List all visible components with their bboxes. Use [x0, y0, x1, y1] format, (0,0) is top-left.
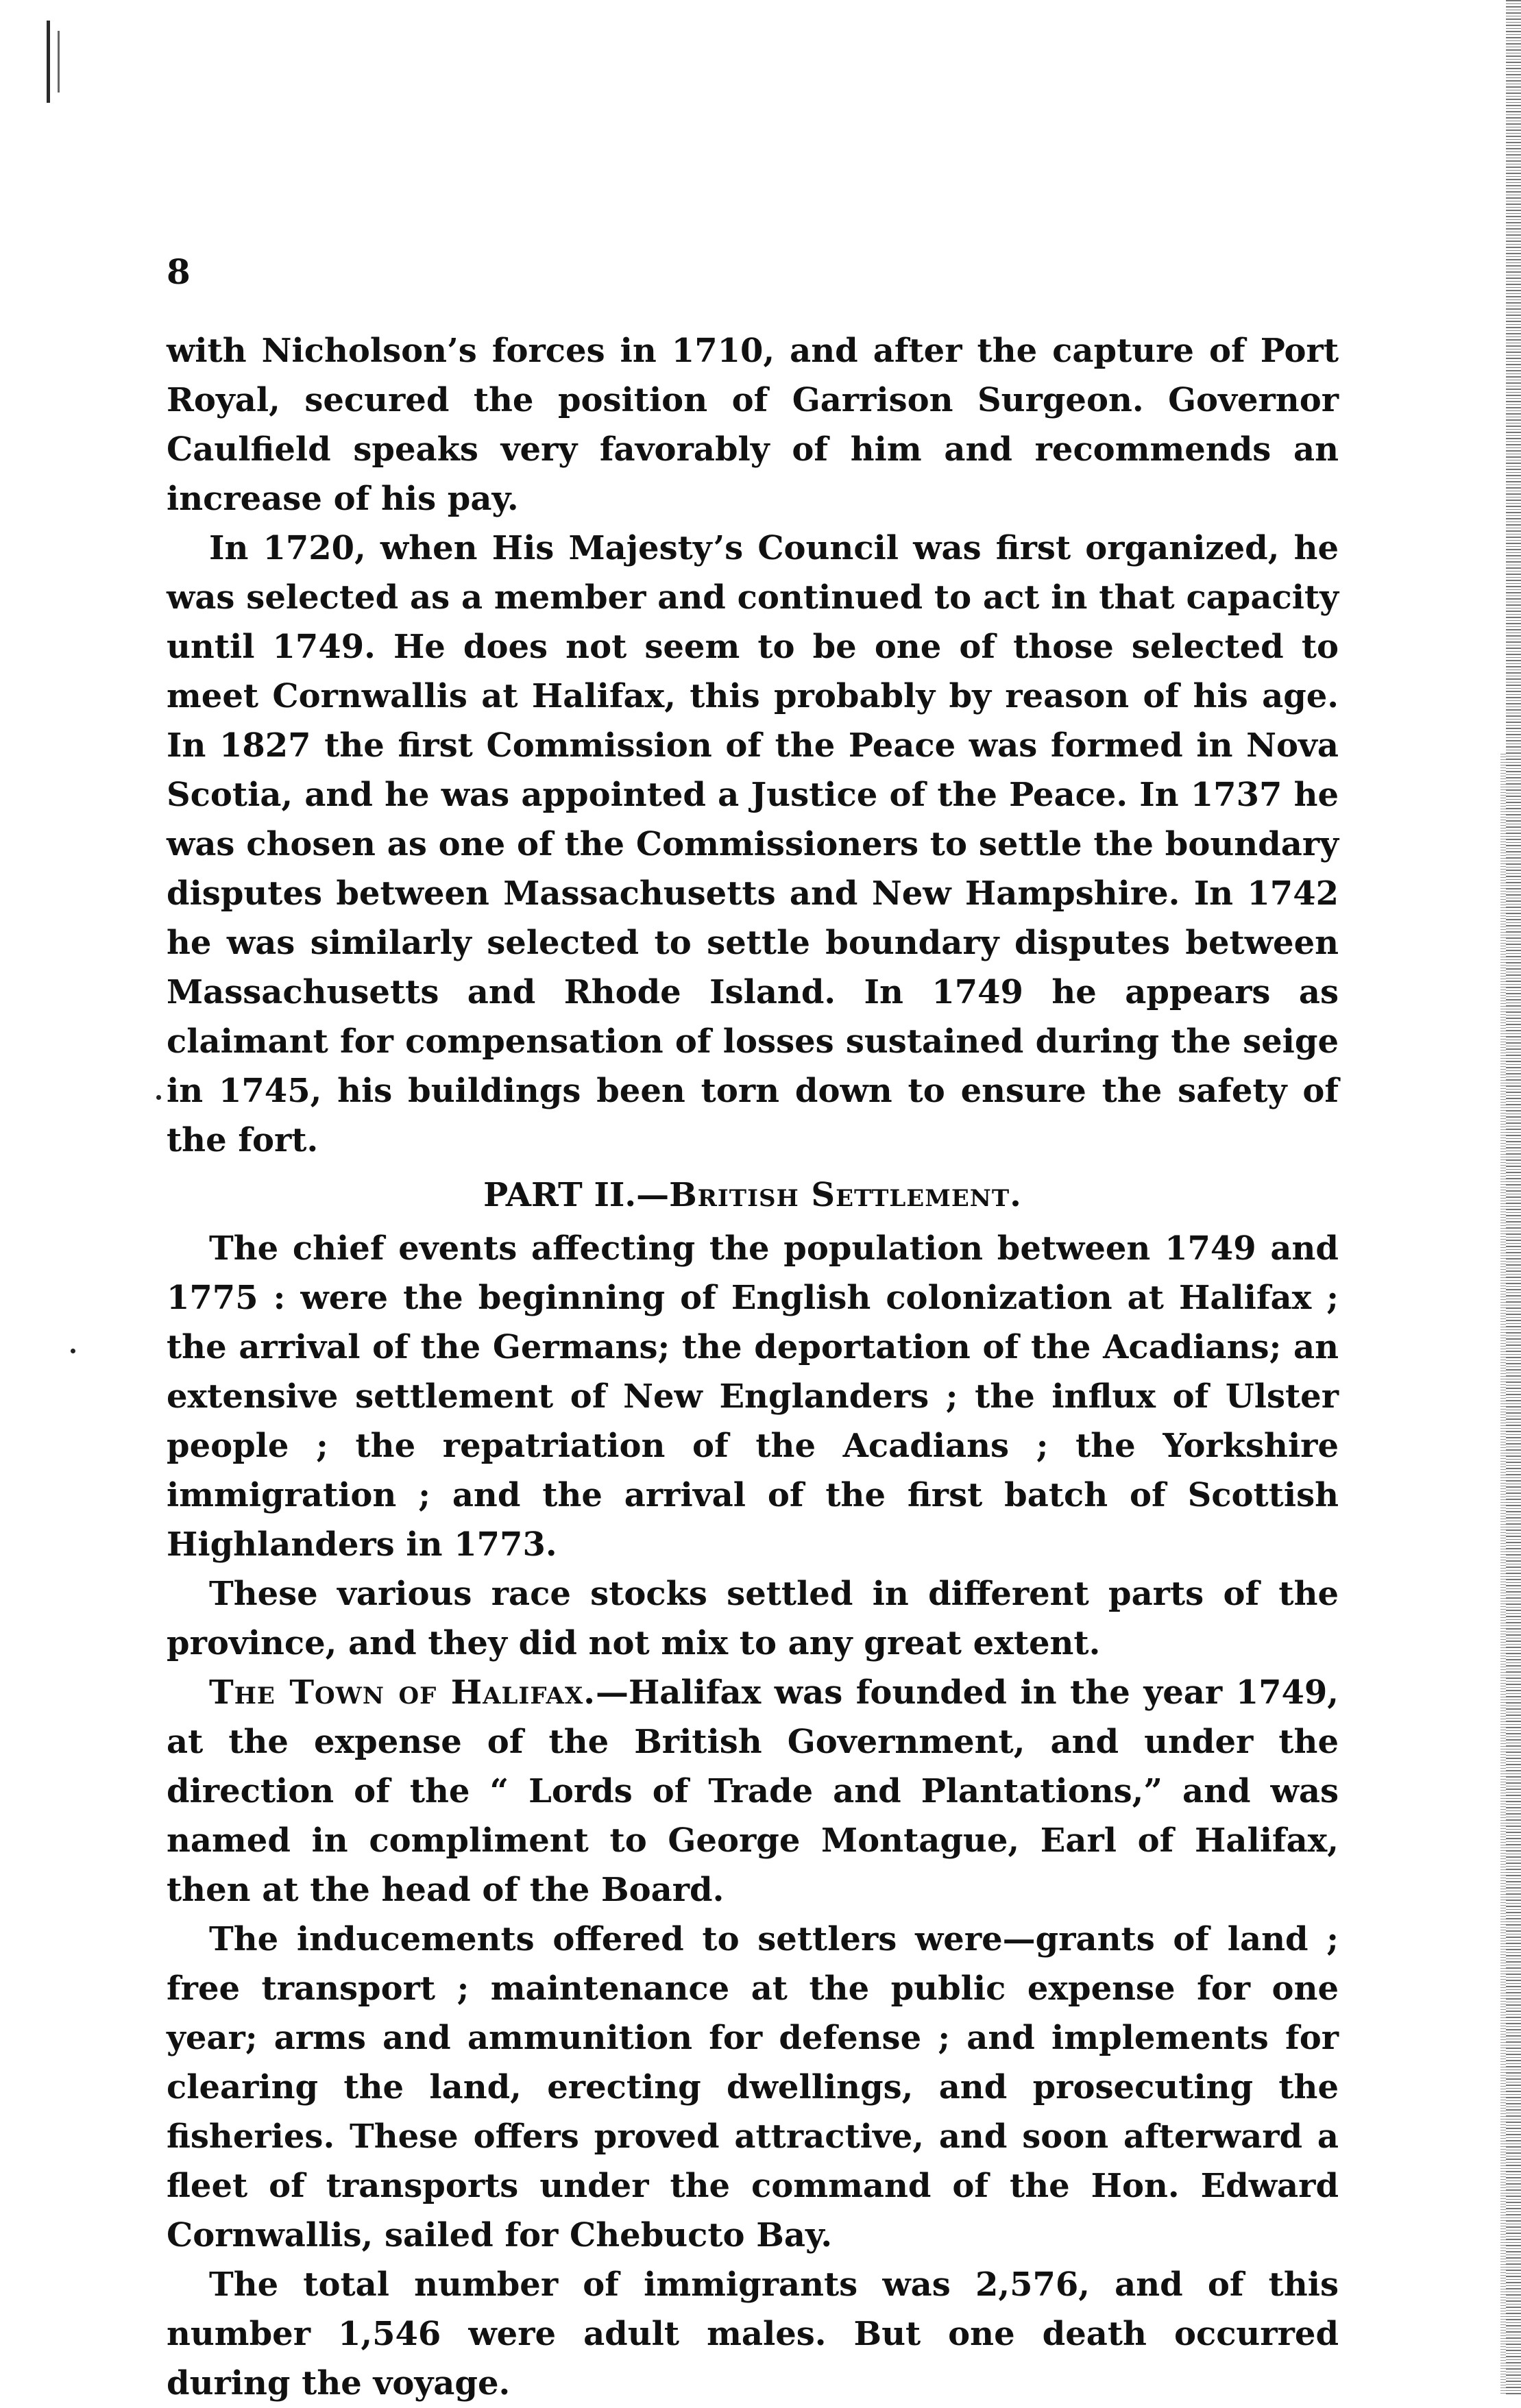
paragraph-town-of-halifax-body: —Halifax was founded in the year 1749, at the expense of the British Government, and under the direction of the “ Lords of Trade and Plantations,” and was named in compliment to George Montague, Earl of Halifax, then at the head of the Board. — [167, 1673, 1339, 1909]
scan-edge-noise-inner — [1500, 754, 1506, 2394]
paragraph-chief-events: The chief events affecting the population between 1749 and 1775 : were the beginning of English colonization at Halifax ; the arrival of the Germans; the deportation of the Acadians; an extensive settlement of New Englanders ; the influx of Ulster people ; the repatriation of the Acadians ; the Yorkshire immigration ; and the arrival of the first batch of Scottish Highlanders in 1773. — [167, 1229, 1339, 1564]
paragraph-lead-in: The Town of Halifax. — [209, 1673, 596, 1712]
section-heading — [167, 1170, 1339, 1220]
body-text — [167, 326, 1339, 2408]
stray-mark — [156, 1095, 161, 1100]
paragraph-inducements: The inducements offered to settlers were—grants of land ; free transport ; maintenance at the public expense for one year; arms and ammunition for defense ; and implements for clearing the land, erecting dwellings, and prosecuting the fisheries. These offers proved attractive, and soon afterward a fleet of transports under the command of the Hon. Edward Cornwallis, sailed for Chebucto Bay. — [167, 1920, 1339, 2255]
stray-mark — [71, 1349, 75, 1353]
paragraph-race-stocks: These various race stocks settled in different parts of the province, and they did not mix to any great extent. — [167, 1575, 1339, 1662]
paragraph-council: In 1720, when His Majesty’s Council was first organized, he was selected as a member and continued to act in that capacity until 1749. He does not seem to be one of those selected to meet Cornwallis at Halifax, this probably by reason of his age. In 1827 the first Commission of the Peace was formed in Nova Scotia, and he was appointed a Justice of the Peace. In 1737 he was chosen as one of the Commissioners to settle the boundary disputes between Massachusetts and New Hampshire. In 1742 he was similarly selected to settle boundary disputes between Massachusetts and Rhode Island. In 1749 he appears as claimant for compensation of losses sustained during the seige in 1745, his buildings been torn down to ensure the safety of the fort. — [167, 529, 1339, 1159]
paragraph-continued: with Nicholson’s forces in 1710, and after the capture of Port Royal, secured the position of Garrison Surgeon. Governor Caulfield speaks very favorably of him and recommends an increase of his pay. — [167, 332, 1339, 518]
section-heading-title: British Settlement. — [669, 1176, 1022, 1214]
section-heading-part: PART II.— — [483, 1176, 670, 1214]
page-number: 8 — [167, 251, 191, 292]
paragraph-immigrants: The total number of immigrants was 2,576, and of this number 1,546 were adult males. But one death occurred during the voyage. — [167, 2265, 1339, 2403]
scan-edge-noise — [1506, 0, 1521, 2394]
scan-margin-mark — [47, 21, 50, 103]
paragraph-town-of-halifax — [167, 1668, 1339, 1915]
scan-margin-mark-secondary — [58, 31, 60, 93]
